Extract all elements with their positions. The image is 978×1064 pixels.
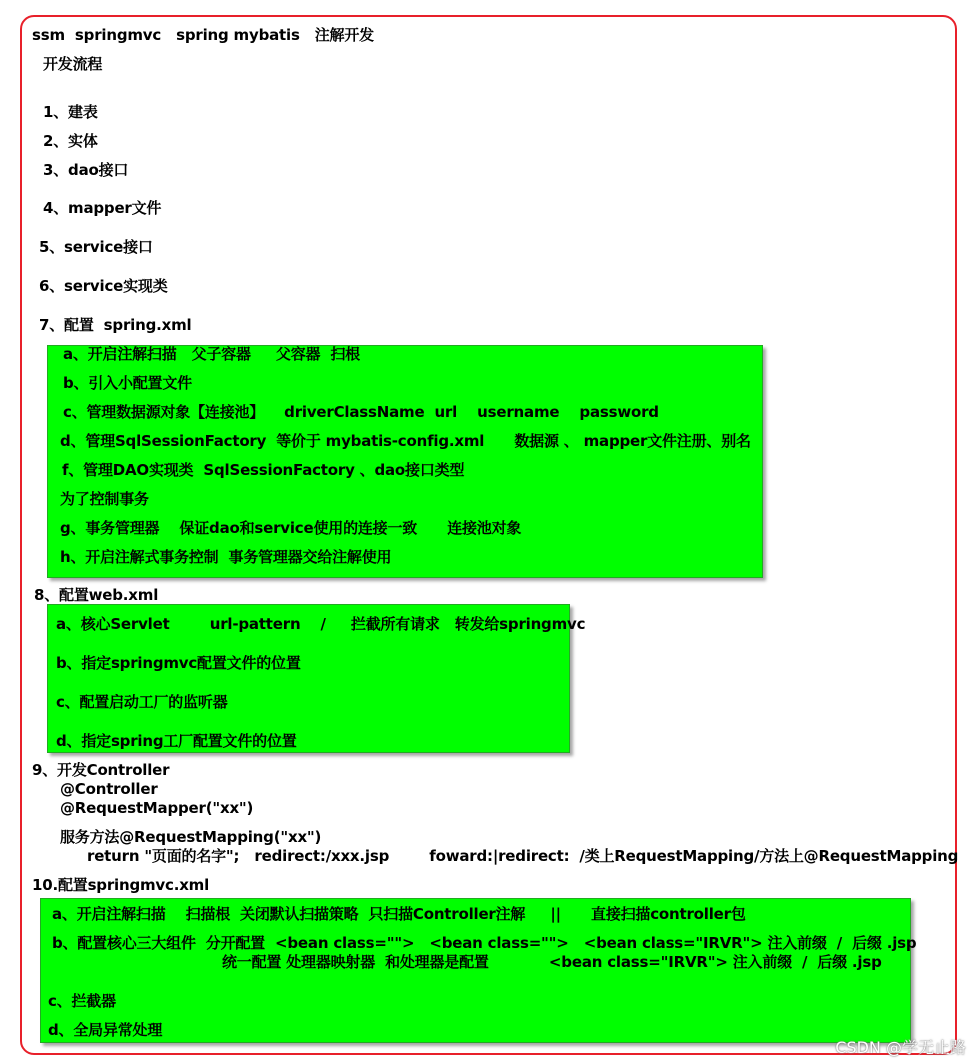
request-mapper-annotation: @RequestMapper("xx") (60, 799, 254, 817)
doc-subtitle: 开发流程 (43, 55, 103, 73)
step-7: 7、配置 spring.xml (39, 316, 192, 334)
mvc-item-a: a、开启注解扫描 扫描根 关闭默认扫描策略 只扫描Controller注解 || 直接扫描controller包 (52, 905, 746, 923)
mvc-item-d: d、全局异常处理 (48, 1021, 163, 1039)
mvc-item-b2: 统一配置 处理器映射器 和处理器是配置 <bean class="IRVR"> 注入前缀 / 后缀 .jsp (222, 953, 882, 971)
web-item-c: c、配置启动工厂的监听器 (56, 693, 228, 711)
step-2: 2、实体 (43, 132, 98, 150)
watermark: CSDN @学无止路 (835, 1038, 966, 1057)
step-1: 1、建表 (43, 103, 98, 121)
step-8: 8、配置web.xml (34, 586, 159, 604)
step-10: 10.配置springmvc.xml (32, 876, 210, 894)
doc-title: ssm springmvc spring mybatis 注解开发 (32, 26, 374, 44)
web-item-d: d、指定spring工厂配置文件的位置 (56, 732, 297, 750)
method-return: return "页面的名字"; redirect:/xxx.jsp foward:|redirect: /类上RequestMapping/方法上@RequestMapping (87, 847, 959, 865)
step-9: 9、开发Controller (32, 761, 170, 779)
web-item-a: a、核心Servlet url-pattern / 拦截所有请求 转发给springmvc (56, 615, 586, 633)
spring-item-c: c、管理数据源对象【连接池】 driverClassName url username password (63, 403, 659, 421)
step-3: 3、dao接口 (43, 161, 129, 179)
spring-item-d: d、管理SqlSessionFactory 等价于 mybatis-config.xml 数据源 、 mapper文件注册、别名 (60, 432, 751, 450)
web-item-b: b、指定springmvc配置文件的位置 (56, 654, 301, 672)
mvc-item-c: c、拦截器 (48, 992, 116, 1010)
spring-item-f: f、管理DAO实现类 SqlSessionFactory 、dao接口类型 (62, 461, 465, 479)
mvc-item-b1: b、配置核心三大组件 分开配置 <bean class=""> <bean class=""> <bean class="IRVR"> 注入前缀 / 后缀 .jsp (52, 934, 917, 952)
spring-item-b: b、引入小配置文件 (63, 374, 192, 392)
spring-item-h: h、开启注解式事务控制 事务管理器交给注解使用 (60, 548, 392, 566)
spring-note: 为了控制事务 (60, 490, 149, 508)
spring-item-a: a、开启注解扫描 父子容器 父容器 扫根 (63, 345, 360, 363)
controller-annotation: @Controller (60, 780, 158, 798)
step-6: 6、service实现类 (39, 277, 168, 295)
spring-item-g: g、事务管理器 保证dao和service使用的连接一致 连接池对象 (60, 519, 522, 537)
step-4: 4、mapper文件 (43, 199, 162, 217)
step-5: 5、service接口 (39, 238, 153, 256)
service-method: 服务方法@RequestMapping("xx") (60, 828, 322, 846)
